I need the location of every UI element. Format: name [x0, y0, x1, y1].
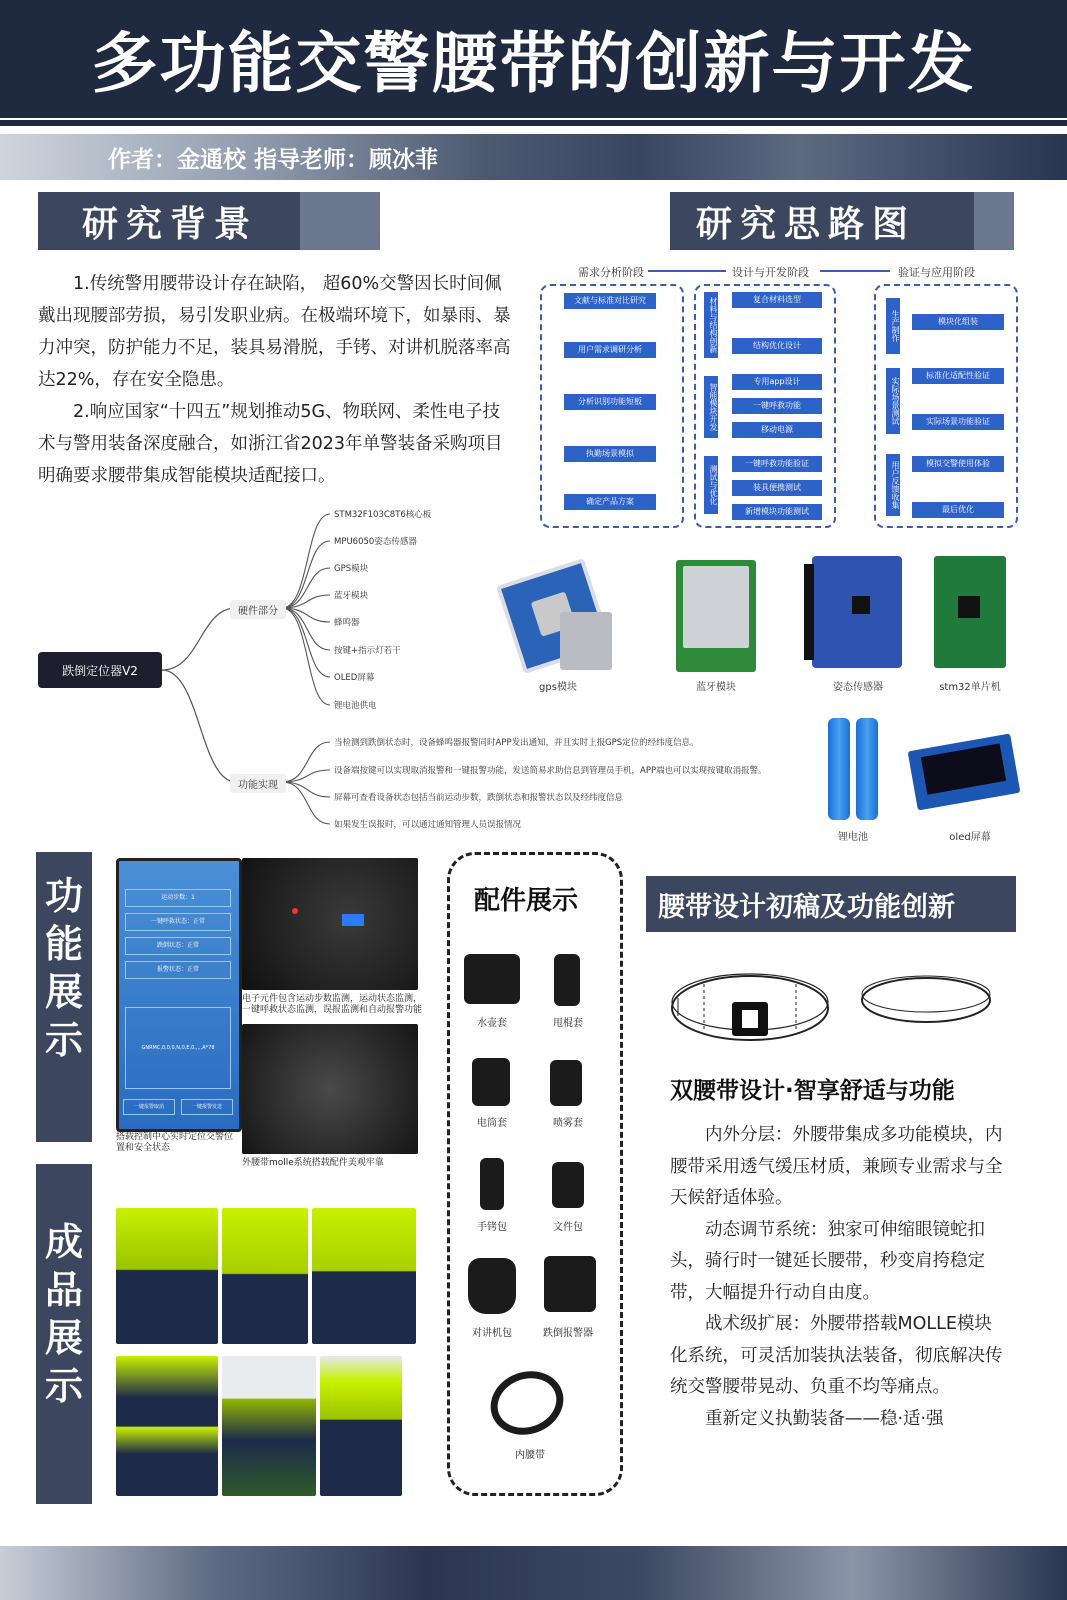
background-paragraph-2: 2.响应国家“十四五”规划推动5G、物联网、柔性电子技术与警用装备深度融合，如浙江省2023年单警装备采购项目明确要求腰带集成智能模块适配接口。	[38, 402, 503, 486]
accessory-image	[552, 1162, 584, 1208]
poster-title: 多功能交警腰带的创新与开发	[91, 25, 976, 102]
app-send-alarm-button: 一键报警发送	[181, 1099, 233, 1115]
flow-group-label: 测试与优化	[704, 456, 718, 514]
belt-subheading: 双腰带设计·智享舒适与功能	[670, 1078, 955, 1104]
mindmap-leaf: 屏幕可查看设备状态包括当前运动步数，跌倒状态和报警状态以及经纬度信息	[334, 793, 624, 803]
accessory-caption: 水壶套	[477, 1018, 507, 1029]
product-photo	[320, 1356, 402, 1496]
mindmap-leaf: 当检测到跌倒状态时，设备蜂鸣器报警同时APP发出通知，并且实时上报GPS定位的经纬度信息。	[334, 738, 699, 748]
mindmap-leaf: MPU6050姿态传感器	[334, 537, 417, 547]
header-divider	[0, 120, 1067, 126]
flow-step: 移动电源	[732, 422, 822, 438]
flow-step: 复合材料选型	[732, 292, 822, 308]
heading-accent	[300, 192, 380, 250]
mindmap-root: 跌倒定位器V2	[38, 652, 162, 688]
function-show-heading-text: 功能展示	[44, 874, 83, 1062]
product-show-heading-text: 成品展示	[44, 1220, 83, 1408]
accessory-image	[472, 1058, 510, 1106]
footer-band	[0, 1546, 1067, 1600]
flow-step: 文献与标准对比研究	[564, 293, 656, 309]
accessory-image	[468, 1258, 516, 1314]
accessory-caption: 对讲机包	[472, 1328, 512, 1339]
background-heading-text: 研究背景	[82, 203, 259, 245]
battery-image	[856, 718, 878, 820]
mindmap-leaf: STM32F103C8T6核心板	[334, 510, 432, 520]
flow-group-label: 材料与结构创新	[704, 292, 718, 358]
accessories-heading: 配件展示	[474, 886, 579, 916]
accessory-caption: 内腰带	[515, 1450, 545, 1461]
app-button: 跌倒状态：正常	[125, 937, 231, 955]
function-show-heading	[36, 852, 92, 1142]
background-text	[38, 268, 516, 492]
battery-image	[828, 718, 850, 820]
molle-caption: 外腰带molle系统搭载配件美观牢靠	[242, 1158, 384, 1168]
roadmap-heading	[670, 192, 1014, 250]
part-caption: 蓝牙模块	[696, 682, 736, 693]
accessory-caption: 手铐包	[477, 1222, 507, 1233]
flow-group-label: 智能模块开发	[704, 376, 718, 438]
belt-sketch	[664, 958, 1024, 1058]
product-photo	[312, 1208, 416, 1344]
accessory-caption: 跌倒报警器	[543, 1328, 593, 1339]
roadmap-diagram	[536, 258, 1026, 530]
stage-label: 验证与应用阶段	[898, 266, 975, 279]
mindmap-leaf: 如果发生误报时，可以通过通知管理人员误报情况	[334, 820, 522, 830]
flow-step: 新增模块功能测试	[732, 504, 822, 520]
flow-step: 专用app设计	[732, 374, 822, 390]
stage-arrow	[648, 270, 726, 272]
molle-belt-photo	[242, 1024, 418, 1154]
accessory-image	[464, 954, 520, 1004]
accessory-image	[480, 1158, 504, 1210]
accessory-caption: 甩棍套	[553, 1018, 583, 1029]
oled-screen-image	[908, 733, 1021, 810]
product-show-heading	[36, 1164, 92, 1504]
mindmap-leaf: 蜂鸣器	[334, 618, 360, 628]
flow-step: 确定产品方案	[564, 494, 656, 510]
accessory-caption: 文件包	[553, 1222, 583, 1233]
flow-group-label: 生产制作	[886, 298, 900, 354]
flow-step: 执勤场景模拟	[564, 446, 656, 462]
roadmap-heading-text: 研究思路图	[696, 203, 917, 245]
part-caption: 姿态传感器	[833, 682, 883, 693]
mindmap-leaf: 蓝牙模块	[334, 591, 369, 601]
mindmap-leaf: 设备端按键可以实现取消报警和一键报警功能，发送简易求助信息到管理员手机，APP端也可以实现按键取消报警。	[334, 766, 767, 776]
part-caption: stm32单片机	[939, 682, 1001, 693]
flow-step: 用户需求调研分析	[564, 342, 656, 358]
phone-caption: 搭载控制中心实时定位交警位置和安全状态	[116, 1132, 234, 1153]
stage-label: 设计与开发阶段	[732, 266, 809, 279]
app-button: 运动步数：1	[125, 889, 231, 907]
belt-slogan: 重新定义执勤装备——稳·适·强	[705, 1408, 944, 1429]
belt-design-heading-text: 腰带设计初稿及功能创新	[658, 891, 955, 923]
flow-group-label: 实际场景测试	[886, 368, 900, 434]
belt-text	[670, 1120, 1004, 1435]
flow-step: 模拟交警使用体验	[912, 456, 1004, 472]
gps-antenna-image	[560, 612, 612, 670]
accessory-image	[544, 1256, 596, 1312]
belt-paragraph: 战术级扩展：外腰带搭载MOLLE模块化系统，可灵活加装执法装备，彻底解决传统交警腰带晃动、负重不均等痛点。	[670, 1314, 1003, 1397]
flow-step: 分析识别功能短板	[564, 394, 656, 410]
flow-step: 标准化适配性验证	[912, 368, 1004, 384]
product-photo	[116, 1208, 218, 1344]
background-heading	[38, 192, 380, 250]
mindmap-node-hardware: 硬件部分	[230, 600, 286, 619]
attitude-sensor-image	[812, 556, 902, 668]
flow-step: 结构优化设计	[732, 338, 822, 354]
stage-arrow	[820, 270, 890, 272]
app-cancel-alarm-button: 一键报警取消	[123, 1099, 175, 1115]
bluetooth-module-image	[676, 560, 756, 672]
belt-design-heading	[646, 876, 1016, 932]
belt-paragraph: 内外分层：外腰带集成多功能模块，内腰带采用透气缓压材质，兼顾专业需求与全天候舒适体验。	[670, 1125, 1003, 1208]
flow-step: 装具便携测试	[732, 480, 822, 496]
author-line: 作者：金通校 指导老师：顾冰菲	[108, 147, 439, 173]
mindmap-leaf: 锂电池供电	[334, 701, 377, 711]
accessory-caption: 电筒套	[477, 1118, 507, 1129]
stm32-board-image	[934, 556, 1006, 668]
mindmap-node-function: 功能实现	[230, 774, 286, 793]
mindmap-leaf: OLED屏幕	[334, 673, 375, 683]
heading-accent	[974, 192, 1014, 250]
app-button: 一键呼救状态：正常	[125, 913, 231, 931]
belt-paragraph: 动态调节系统：独家可伸缩眼镜蛇扣头，骑行时一键延长腰带，秒变肩挎稳定带，大幅提升行动自由度。	[670, 1219, 985, 1303]
flow-step: 模块化组装	[912, 314, 1004, 330]
electronics-photo	[242, 858, 418, 990]
electronics-caption: 电子元件包含运动步数监测，运动状态监测，一键呼救状态监测，误报监测和自动报警功能	[242, 994, 423, 1015]
app-button: 报警状态：正常	[125, 961, 231, 979]
stage-label: 需求分析阶段	[578, 266, 644, 279]
flow-group-label: 用户反馈收集	[886, 454, 900, 516]
mindmap-leaf: GPS模块	[334, 564, 369, 574]
accessory-caption: 喷雾套	[553, 1118, 583, 1129]
part-caption: gps模块	[539, 682, 577, 693]
accessory-image	[554, 954, 580, 1006]
flow-step: 实际场景功能验证	[912, 414, 1004, 430]
app-gps-readout: GNRMC,0,0,0,N,0,E,0,,,,,A*78	[125, 1007, 231, 1089]
product-photo	[116, 1356, 218, 1496]
product-photo	[222, 1356, 316, 1496]
part-caption: oled屏幕	[949, 832, 991, 843]
flow-step: 一键呼救功能	[732, 398, 822, 414]
flow-step: 最后优化	[912, 502, 1004, 518]
accessory-image	[550, 1060, 582, 1106]
background-paragraph-1: 1.传统警用腰带设计存在缺陷， 超60%交警因长时间佩戴出现腰部劳损，易引发职业病。在极端环境下，如暴雨、暴力冲突，防护能力不足，装具易滑脱，手铐、对讲机脱落率高达22%，存在安全隐患。	[38, 274, 511, 390]
part-caption: 锂电池	[838, 832, 868, 843]
app-phone-screenshot	[116, 858, 242, 1132]
mindmap-leaf: 按键+指示灯若干	[334, 646, 401, 656]
flow-step: 一键呼救功能验证	[732, 456, 822, 472]
product-photo	[222, 1208, 308, 1344]
